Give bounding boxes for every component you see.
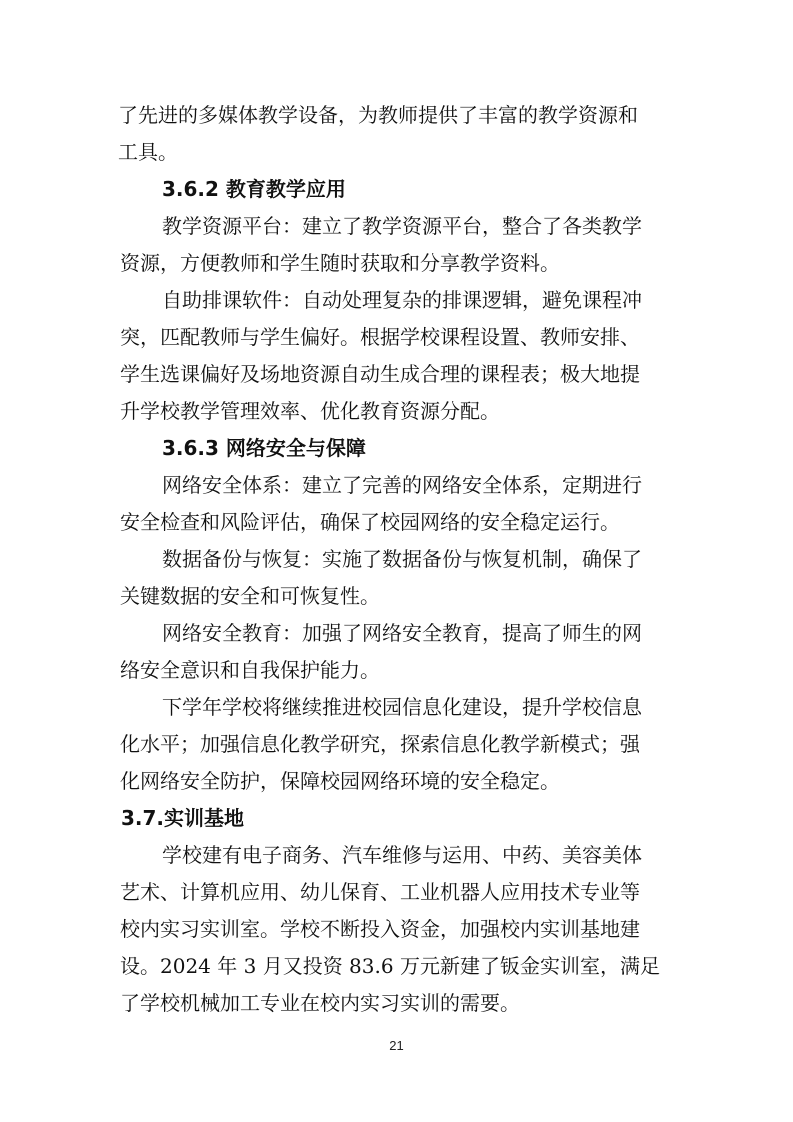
- paragraph-line: 升学校教学管理效率、优化教育资源分配。: [120, 399, 500, 423]
- paragraph-line: 化网络安全防护，保障校园网络环境的安全稳定。: [120, 769, 560, 793]
- paragraph-line: 了学校机械加工专业在校内实习实训的需要。: [120, 991, 520, 1015]
- paragraph-line: 络安全意识和自我保护能力。: [120, 658, 380, 682]
- paragraph-line: 学校建有电子商务、汽车维修与运用、中药、美容美体: [162, 843, 642, 867]
- paragraph-line: 网络安全体系：建立了完善的网络安全体系，定期进行: [162, 473, 642, 497]
- section-heading-3-6-2: 3.6.2 教育教学应用: [162, 177, 346, 201]
- section-heading-3-6-3: 3.6.3 网络安全与保障: [162, 436, 366, 460]
- paragraph-line: 校内实习实训室。学校不断投入资金，加强校内实训基地建: [120, 917, 640, 941]
- paragraph-line: 安全检查和风险评估，确保了校园网络的安全稳定运行。: [120, 510, 620, 534]
- paragraph-line: 下学年学校将继续推进校园信息化建设，提升学校信息: [162, 695, 642, 719]
- paragraph-line: 工具。: [118, 140, 178, 164]
- paragraph-line: 学生选课偏好及场地资源自动生成合理的课程表；极大地提: [120, 362, 640, 386]
- section-heading-3-7: 3.7.实训基地: [121, 806, 245, 830]
- paragraph-line: 艺术、计算机应用、幼儿保育、工业机器人应用技术专业等: [120, 880, 640, 904]
- paragraph-line: 了先进的多媒体教学设备，为教师提供了丰富的教学资源和: [118, 103, 638, 127]
- page-number: 21: [389, 1038, 404, 1053]
- paragraph-line: 自助排课软件：自动处理复杂的排课逻辑，避免课程冲: [162, 288, 642, 312]
- paragraph-line: 突，匹配教师与学生偏好。根据学校课程设置、教师安排、: [120, 325, 640, 349]
- paragraph-line: 教学资源平台：建立了教学资源平台，整合了各类教学: [162, 214, 642, 238]
- paragraph-line: 设。2024 年 3 月又投资 83.6 万元新建了钣金实训室，满足: [120, 954, 660, 978]
- paragraph-line: 化水平；加强信息化教学研究，探索信息化教学新模式；强: [120, 732, 640, 756]
- paragraph-line: 资源，方便教师和学生随时获取和分享教学资料。: [120, 251, 560, 275]
- paragraph-line: 关键数据的安全和可恢复性。: [120, 584, 380, 608]
- paragraph-line: 网络安全教育：加强了网络安全教育，提高了师生的网: [162, 621, 642, 645]
- paragraph-line: 数据备份与恢复：实施了数据备份与恢复机制，确保了: [162, 547, 642, 571]
